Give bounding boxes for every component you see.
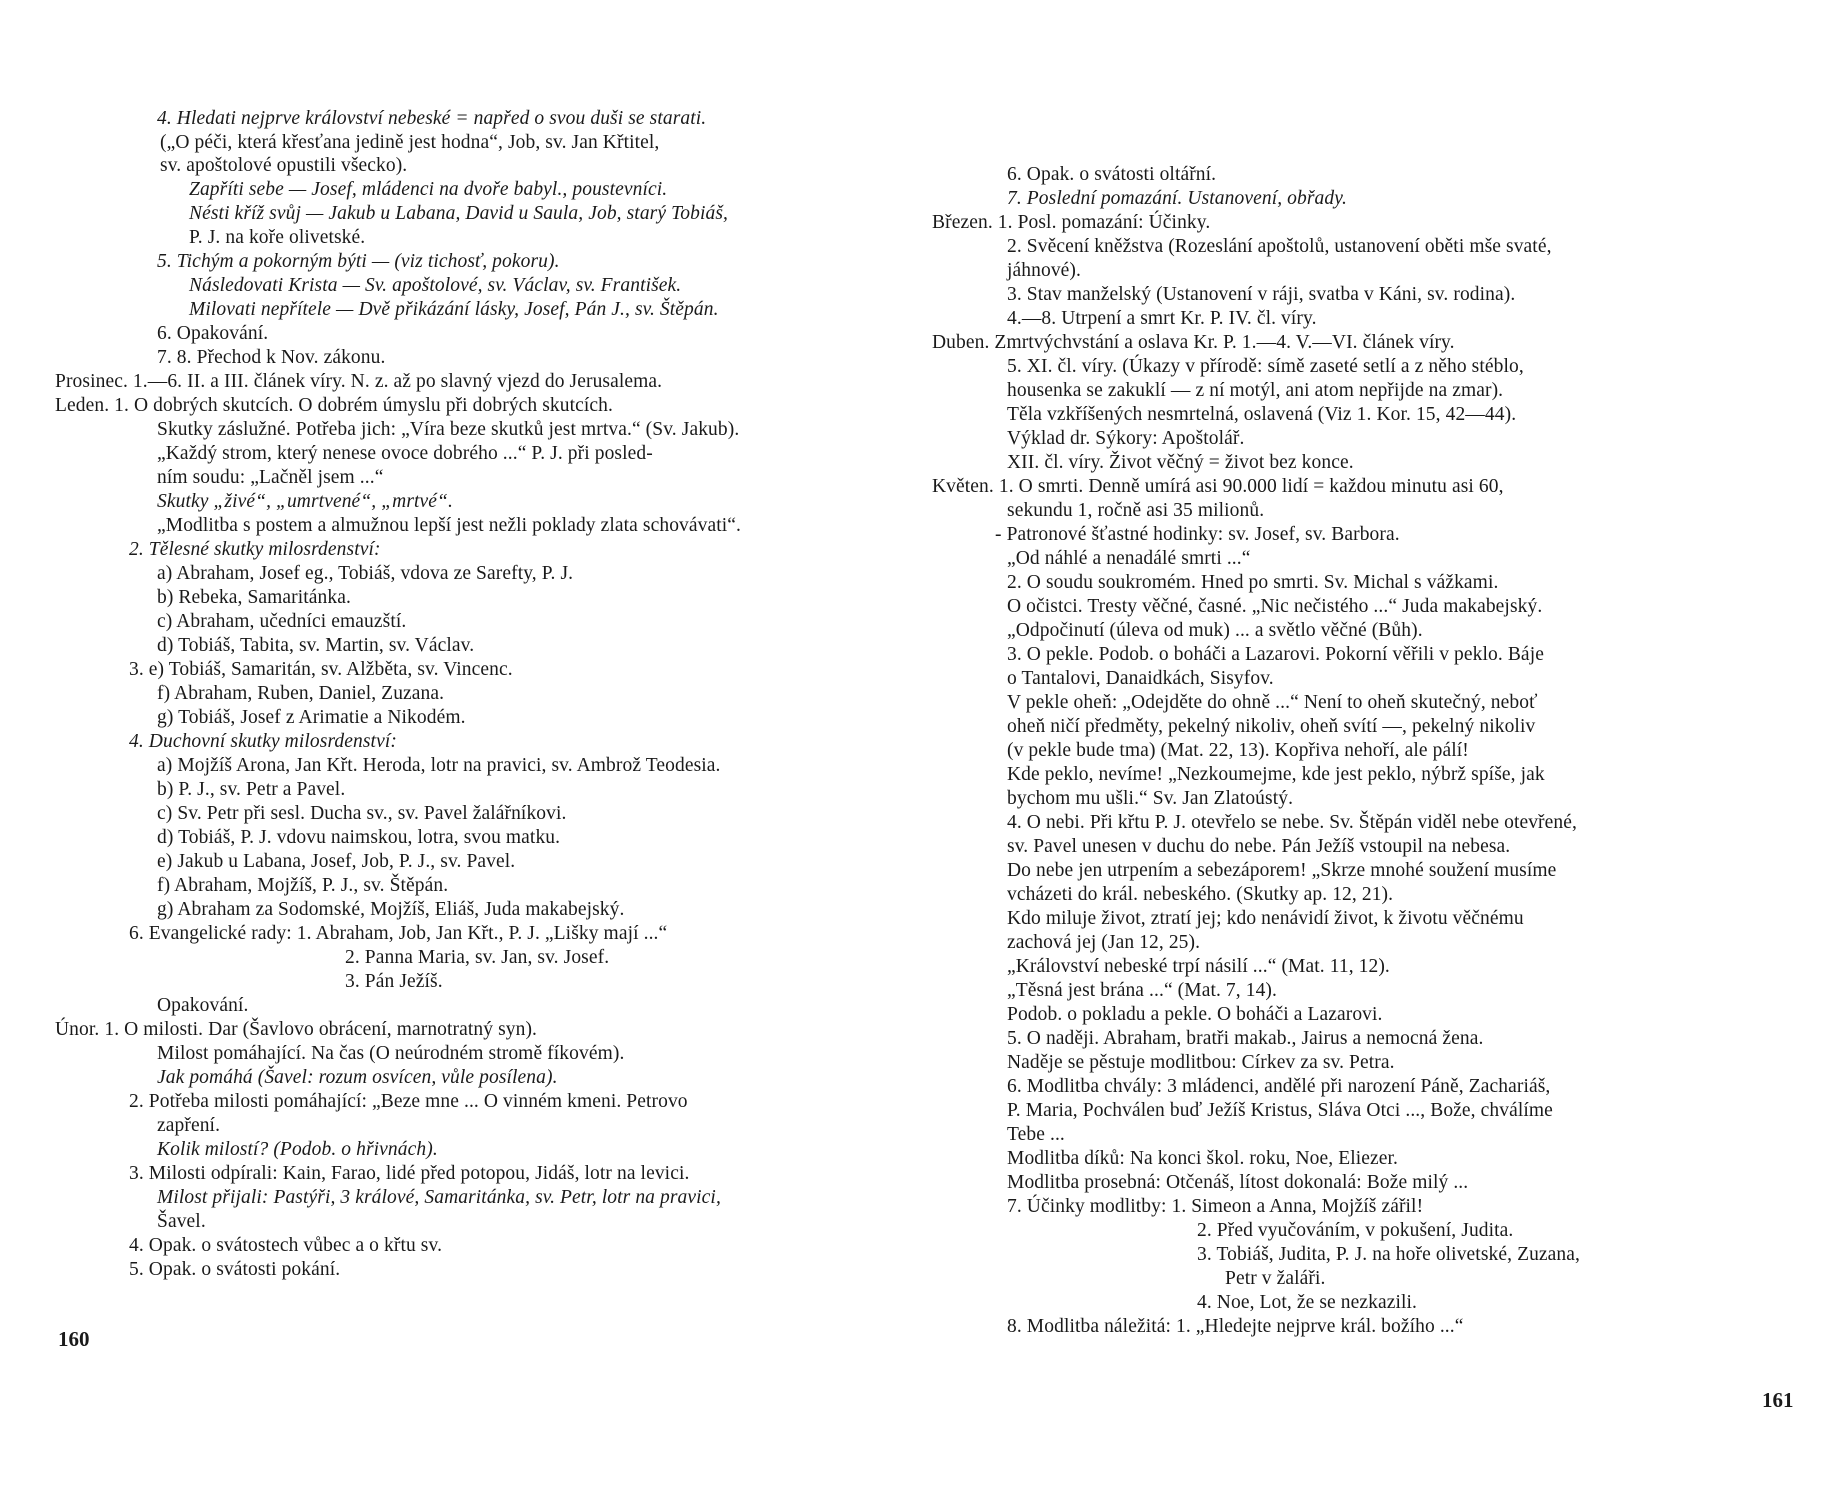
text-line: 6. Evangelické rady: 1. Abraham, Job, Jan Křt., P. J. „Lišky mají ...“	[129, 923, 668, 944]
page-number: 160	[58, 1327, 90, 1351]
text-line: Modlitba díků: Na konci škol. roku, Noe, Eliezer.	[1007, 1148, 1399, 1169]
text-line: f) Abraham, Mojžíš, P. J., sv. Štěpán.	[157, 875, 449, 896]
text-line: o Tantalovi, Danaidkách, Sisyfov.	[1007, 668, 1274, 689]
text-line: housenka se zakuklí — z ní motýl, ani atom nepřijde na zmar).	[1007, 380, 1504, 401]
text-line: 3. Pán Ježíš.	[345, 971, 443, 992]
text-line: 4. Hledati nejprve království nebeské = napřed o svou duši se starati.	[157, 108, 707, 129]
text-line: 4. Noe, Lot, že se nezkazili.	[1197, 1292, 1418, 1313]
text-line: 4.—8. Utrpení a smrt Kr. P. IV. čl. víry.	[1007, 308, 1317, 329]
text-line: 2. Svěcení kněžstva (Rozeslání apoštolů, ustanovení oběti mše svaté,	[1007, 236, 1552, 257]
text-line: P. J. na koře olivetské.	[189, 227, 366, 248]
text-line: 2. Panna Maria, sv. Jan, sv. Josef.	[345, 947, 610, 968]
text-line: 3. Stav manželský (Ustanovení v ráji, svatba v Káni, sv. rodina).	[1007, 284, 1516, 305]
text-line: sv. Pavel unesen v duchu do nebe. Pán Ježíš vstoupil na nebesa.	[1007, 836, 1511, 857]
text-line: Prosinec. 1.—6. II. a III. článek víry. N. z. až po slavný vjezd do Jerusalema.	[55, 371, 663, 392]
text-line: „Království nebeské trpí násilí ...“ (Mat. 11, 12).	[1007, 956, 1390, 977]
text-line: Opakování.	[157, 995, 249, 1016]
text-line: „Odpočinutí (úleva od muk) ... a světlo věčné (Bůh).	[1007, 620, 1423, 641]
text-line: („O péči, která křesťana jedině jest hodna“, Job, sv. Jan Křtitel,	[160, 132, 660, 153]
text-line: 5. Tichým a pokorným býti — (viz tichosť, pokoru).	[157, 251, 560, 272]
text-line: 7. Účinky modlitby: 1. Simeon a Anna, Mojžíš zářil!	[1007, 1196, 1424, 1217]
text-line: 7. 8. Přechod k Nov. zákonu.	[157, 347, 386, 368]
text-line: f) Abraham, Ruben, Daniel, Zuzana.	[157, 683, 445, 704]
text-line: 4. O nebi. Při křtu P. J. otevřelo se nebe. Sv. Štěpán viděl nebe otevřené,	[1007, 812, 1577, 833]
text-line: sv. apoštolové opustili všecko).	[160, 155, 408, 176]
text-line: Petr v žaláři.	[1225, 1268, 1326, 1289]
text-line: „Každý strom, který nenese ovoce dobrého ...“ P. J. při posled-	[157, 443, 653, 464]
text-line: g) Tobiáš, Josef z Arimatie a Nikodém.	[157, 707, 466, 728]
text-line: Jak pomáhá (Šavel: rozum osvícen, vůle posílena).	[157, 1067, 558, 1088]
text-line: a) Abraham, Josef eg., Tobiáš, vdova ze Sarefty, P. J.	[157, 563, 574, 584]
text-line: 8. Modlitba náležitá: 1. „Hledejte nejprve král. božího ...“	[1007, 1316, 1464, 1337]
text-line: 2. O soudu soukromém. Hned po smrti. Sv. Michal s vážkami.	[1007, 572, 1499, 593]
text-line: zapření.	[157, 1115, 221, 1136]
text-line: c) Sv. Petr při sesl. Ducha sv., sv. Pavel žalářníkovi.	[157, 803, 567, 824]
text-line: P. Maria, Pochválen buď Ježíš Kristus, Sláva Otci ..., Bože, chválíme	[1007, 1100, 1553, 1121]
text-line: „Modlitba s postem a almužnou lepší jest nežli poklady zlata schovávati“.	[157, 515, 742, 536]
text-line: Tebe ...	[1007, 1124, 1065, 1145]
text-line: Následovati Krista — Sv. apoštolové, sv. Václav, sv. František.	[189, 275, 682, 296]
text-line: 3. Tobiáš, Judita, P. J. na hoře olivetské, Zuzana,	[1197, 1244, 1581, 1265]
text-line: e) Jakub u Labana, Josef, Job, P. J., sv. Pavel.	[157, 851, 516, 872]
text-line: vcházeti do král. nebeského. (Skutky ap. 12, 21).	[1007, 884, 1394, 905]
text-line: Březen. 1. Posl. pomazání: Účinky.	[932, 212, 1211, 233]
text-line: d) Tobiáš, P. J. vdovu naimskou, lotra, svou matku.	[157, 827, 561, 848]
text-line: jáhnové).	[1007, 260, 1081, 281]
text-line: Leden. 1. O dobrých skutcích. O dobrém úmyslu při dobrých skutcích.	[55, 395, 614, 416]
page-number: 161	[1762, 1388, 1794, 1412]
text-line: Květen. 1. O smrti. Denně umírá asi 90.000 lidí = každou minutu asi 60,	[932, 476, 1504, 497]
text-line: 6. Opak. o svátosti oltářní.	[1007, 164, 1217, 185]
text-line: Milovati nepřítele — Dvě přikázání lásky, Josef, Pán J., sv. Štěpán.	[189, 299, 719, 320]
text-line: sekundu 1, ročně asi 35 milionů.	[1007, 500, 1265, 521]
text-line: Duben. Zmrtvýchvstání a oslava Kr. P. 1.—4. V.—VI. článek víry.	[932, 332, 1455, 353]
text-line: Nésti kříž svůj — Jakub u Labana, David u Saula, Job, starý Tobiáš,	[189, 203, 728, 224]
text-line: Podob. o pokladu a pekle. O boháči a Lazarovi.	[1007, 1004, 1383, 1025]
text-line: 3. Milosti odpírali: Kain, Farao, lidé před potopou, Jidáš, lotr na levici.	[129, 1163, 690, 1184]
page-right	[922, 0, 1844, 1500]
text-line: 2. Potřeba milosti pomáhající: „Beze mne ... O vinném kmeni. Petrovo	[129, 1091, 688, 1112]
text-line: 5. Opak. o svátosti pokání.	[129, 1259, 341, 1280]
text-line: 5. O naději. Abraham, bratři makab., Jairus a nemocná žena.	[1007, 1028, 1484, 1049]
text-line: bychom mu ušli.“ Sv. Jan Zlatoústý.	[1007, 788, 1294, 809]
text-line: Milost pomáhající. Na čas (O neúrodném stromě fíkovém).	[157, 1043, 625, 1064]
text-line: 3. e) Tobiáš, Samaritán, sv. Alžběta, sv. Vincenc.	[129, 659, 513, 680]
text-line: O očistci. Tresty věčné, časné. „Nic nečistého ...“ Juda makabejský.	[1007, 596, 1543, 617]
text-line: Šavel.	[157, 1211, 206, 1232]
text-line: 4. Duchovní skutky milosrdenství:	[129, 731, 397, 752]
text-line: Zapříti sebe — Josef, mládenci na dvoře babyl., poustevníci.	[189, 179, 668, 200]
text-line: ním soudu: „Lačněl jsem ...“	[157, 467, 384, 488]
text-line: 4. Opak. o svátostech vůbec a o křtu sv.	[129, 1235, 443, 1256]
text-line: Kde peklo, nevíme! „Nezkoumejme, kde jest peklo, nýbrž spíše, jak	[1007, 764, 1545, 785]
text-line: 6. Modlitba chvály: 3 mládenci, andělé při narození Páně, Zachariáš,	[1007, 1076, 1551, 1097]
text-line: XII. čl. víry. Život věčný = život bez konce.	[1007, 452, 1354, 473]
text-line: zachová jej (Jan 12, 25).	[1007, 932, 1201, 953]
text-line: a) Mojžíš Arona, Jan Křt. Heroda, lotr na pravici, sv. Ambrož Teodesia.	[157, 755, 721, 776]
text-line: Kdo miluje život, ztratí jej; kdo nenávidí život, k životu věčnému	[1007, 908, 1524, 929]
text-line: Těla vzkříšených nesmrtelná, oslavená (Viz 1. Kor. 15, 42—44).	[1007, 404, 1517, 425]
text-line: 7. Poslední pomazání. Ustanovení, obřady.	[1007, 188, 1347, 209]
text-line: g) Abraham za Sodomské, Mojžíš, Eliáš, Juda makabejský.	[157, 899, 625, 920]
text-line: Kolik milostí? (Podob. o hřivnách).	[157, 1139, 438, 1160]
text-line: „Těsná jest brána ...“ (Mat. 7, 14).	[1007, 980, 1278, 1001]
text-line: (v pekle bude tma) (Mat. 22, 13). Kopřiva nehoří, ale pálí!	[1007, 740, 1469, 761]
text-line: „Od náhlé a nenadálé smrti ...“	[1007, 548, 1251, 569]
text-line: d) Tobiáš, Tabita, sv. Martin, sv. Václav.	[157, 635, 475, 656]
text-line: 2. Před vyučováním, v pokušení, Judita.	[1197, 1220, 1514, 1241]
text-line: 2. Tělesné skutky milosrdenství:	[129, 539, 381, 560]
text-line: 3. O pekle. Podob. o boháči a Lazarovi. Pokorní věřili v peklo. Báje	[1007, 644, 1544, 665]
text-line: b) P. J., sv. Petr a Pavel.	[157, 779, 346, 800]
text-line: c) Abraham, učedníci emauzští.	[157, 611, 407, 632]
text-line: Milost přijali: Pastýři, 3 králové, Samaritánka, sv. Petr, lotr na pravici,	[157, 1187, 721, 1208]
text-line: 5. XI. čl. víry. (Úkazy v přírodě: símě zaseté setlí a z něho stéblo,	[1007, 356, 1524, 377]
text-line: - Patronové šťastné hodinky: sv. Josef, sv. Barbora.	[995, 524, 1400, 545]
text-line: b) Rebeka, Samaritánka.	[157, 587, 351, 608]
text-line: Do nebe jen utrpením a sebezáporem! „Skrze mnohé soužení musíme	[1007, 860, 1557, 881]
text-line: Výklad dr. Sýkory: Apoštolář.	[1007, 428, 1245, 449]
text-line: Skutky „živé“, „umrtvené“, „mrtvé“.	[157, 491, 453, 512]
text-line: V pekle oheň: „Odejděte do ohně ...“ Není to oheň skutečný, neboť	[1007, 692, 1538, 713]
text-line: Modlitba prosebná: Otčenáš, lítost dokonalá: Bože milý ...	[1007, 1172, 1469, 1193]
text-line: Únor. 1. O milosti. Dar (Šavlovo obrácení, marnotratný syn).	[55, 1019, 538, 1040]
text-line: oheň ničí předměty, pekelný nikoliv, oheň svítí —, pekelný nikoliv	[1007, 716, 1536, 737]
text-line: 6. Opakování.	[157, 323, 269, 344]
text-line: Naděje se pěstuje modlitbou: Církev za sv. Petra.	[1007, 1052, 1395, 1073]
text-line: Skutky záslužné. Potřeba jich: „Víra beze skutků jest mrtva.“ (Sv. Jakub).	[157, 419, 740, 440]
